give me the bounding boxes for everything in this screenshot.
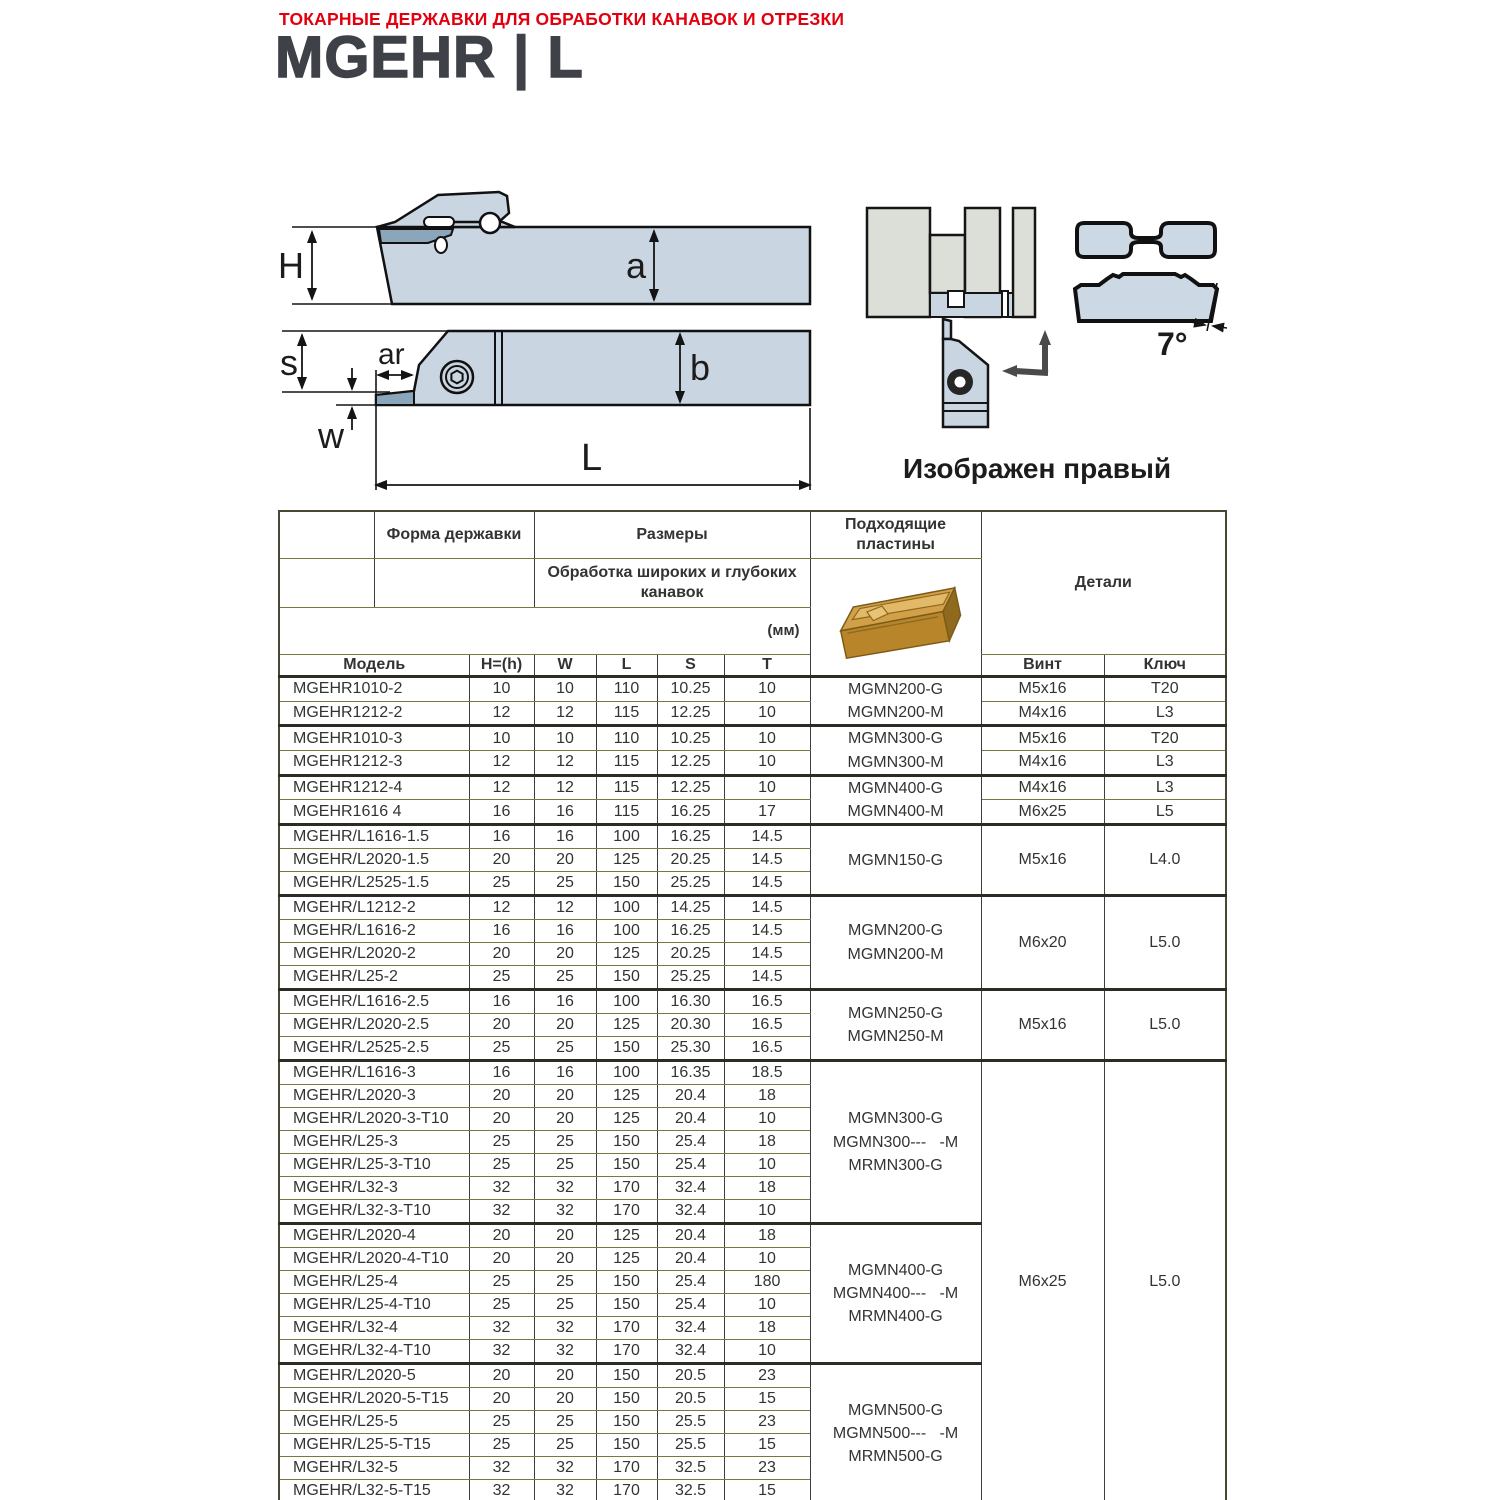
inserts-cell: MGMN400-G MGMN400--- -M MRMN400-G	[810, 1224, 981, 1364]
dim-cell: 20	[534, 1248, 596, 1271]
key-cell: L4.0	[1104, 825, 1226, 896]
dim-cell: 150	[596, 1364, 657, 1388]
dim-cell: 100	[596, 920, 657, 943]
dim-cell: 115	[596, 701, 657, 726]
dim-cell: 150	[596, 872, 657, 896]
dim-cell: 20	[534, 943, 596, 966]
dim-cell: 170	[596, 1480, 657, 1500]
col-header-screw: Винт	[981, 655, 1104, 677]
model-cell: MGEHR/L25-2	[279, 966, 469, 990]
dim-cell: 100	[596, 990, 657, 1014]
model-cell: MGEHR/L25-5	[279, 1411, 469, 1434]
screw-cell: M5x16	[981, 726, 1104, 751]
insert-photo	[817, 559, 975, 675]
dim-cell: 32	[469, 1177, 534, 1200]
model-cell: MGEHR/L2020-5-T15	[279, 1388, 469, 1411]
dim-cell: 10	[724, 677, 810, 702]
model-cell: MGEHR/L2525-2.5	[279, 1037, 469, 1061]
col-header-details: Детали	[981, 511, 1226, 655]
model-cell: MGEHR/L25-3-T10	[279, 1154, 469, 1177]
dim-cell: 16	[469, 800, 534, 825]
dim-cell: 170	[596, 1200, 657, 1224]
groove-section	[930, 293, 1013, 317]
dim-cell: 14.5	[724, 966, 810, 990]
dim-cell: 20.4	[657, 1224, 724, 1248]
dim-cell: 100	[596, 825, 657, 849]
dim-cell: 20.5	[657, 1388, 724, 1411]
dim-cell: 20.4	[657, 1108, 724, 1131]
dim-cell: 14.25	[657, 896, 724, 920]
inserts-cell: MGMN300-G MGMN300-M	[810, 726, 981, 775]
col-header-l: L	[596, 655, 657, 677]
pivot-hole	[480, 213, 500, 233]
inserts-cell: MGMN150-G	[810, 825, 981, 896]
dim-cell: 25.5	[657, 1434, 724, 1457]
key-cell: L3	[1104, 775, 1226, 800]
dim-cell: 10	[469, 726, 534, 751]
dim-cell: 32	[534, 1200, 596, 1224]
model-cell: MGEHR/L2020-2	[279, 943, 469, 966]
col-header-h: H=(h)	[469, 655, 534, 677]
dim-cell: 110	[596, 726, 657, 751]
model-cell: MGEHR1010-3	[279, 726, 469, 751]
screw-cell: M4x16	[981, 751, 1104, 776]
unit-label: (мм)	[279, 608, 810, 655]
dim-cell: 10	[469, 677, 534, 702]
model-cell: MGEHR/L2525-1.5	[279, 872, 469, 896]
dim-cell: 20	[469, 1108, 534, 1131]
dim-cell: 10	[724, 1340, 810, 1364]
dim-cell: 12.25	[657, 775, 724, 800]
model-cell: MGEHR/L32-3-T10	[279, 1200, 469, 1224]
dim-cell: 125	[596, 1224, 657, 1248]
dim-cell: 25	[469, 872, 534, 896]
dim-cell: 14.5	[724, 872, 810, 896]
page-title: MGEHR | L	[275, 25, 584, 90]
category-kicker: ТОКАРНЫЕ ДЕРЖАВКИ ДЛЯ ОБРАБОТКИ КАНАВОК И ОТРЕЗКИ	[279, 9, 845, 29]
inserts-cell: MGMN300-G MGMN300--- -M MRMN300-G	[810, 1061, 981, 1224]
model-cell: MGEHR/L2020-4	[279, 1224, 469, 1248]
model-cell: MGEHR1212-4	[279, 775, 469, 800]
screw-cell: M4x16	[981, 775, 1104, 800]
dim-cell: 25	[469, 966, 534, 990]
dim-cell: 25	[534, 1131, 596, 1154]
dim-cell: 25	[534, 1154, 596, 1177]
dim-cell: 32	[469, 1480, 534, 1500]
model-cell: MGEHR/L1616-2	[279, 920, 469, 943]
dim-cell: 17	[724, 800, 810, 825]
model-cell: MGEHR/L25-3	[279, 1131, 469, 1154]
dim-cell: 10	[724, 775, 810, 800]
dim-cell: 16	[534, 800, 596, 825]
dim-cell: 15	[724, 1388, 810, 1411]
inserts-cell: MGMN200-G MGMN200-M	[810, 677, 981, 726]
screw-cell: M6x25	[981, 1061, 1104, 1500]
dim-cell: 32	[534, 1340, 596, 1364]
dim-cell: 25	[469, 1154, 534, 1177]
dim-cell: 32	[469, 1340, 534, 1364]
screw-cell: M5x16	[981, 677, 1104, 702]
model-cell: MGEHR/L2020-3-T10	[279, 1108, 469, 1131]
dim-cell: 25	[469, 1411, 534, 1434]
model-cell: MGEHR/L1212-2	[279, 896, 469, 920]
model-cell: MGEHR/L1616-1.5	[279, 825, 469, 849]
model-cell: MGEHR/L2020-5	[279, 1364, 469, 1388]
dim-cell: 25	[534, 1434, 596, 1457]
dim-cell: 32	[469, 1457, 534, 1480]
dim-cell: 10.25	[657, 677, 724, 702]
dim-cell: 150	[596, 1037, 657, 1061]
dim-cell: 20	[534, 849, 596, 872]
dim-cell: 20.25	[657, 849, 724, 872]
header-spacer	[279, 511, 374, 559]
dim-cell: 20.30	[657, 1014, 724, 1037]
dim-cell: 20	[534, 1085, 596, 1108]
dim-cell: 20.5	[657, 1364, 724, 1388]
col-header-machining: Обработка широких и глубоких канавок	[534, 559, 810, 608]
dim-w-label: w	[318, 415, 344, 456]
screw-cell: M4x16	[981, 701, 1104, 726]
dim-cell: 20	[469, 1364, 534, 1388]
dim-cell: 15	[724, 1434, 810, 1457]
dim-cell: 180	[724, 1271, 810, 1294]
dim-cell: 32	[534, 1480, 596, 1500]
dim-cell: 25	[534, 1411, 596, 1434]
dim-cell: 25	[469, 1037, 534, 1061]
dim-a-label: a	[626, 245, 647, 286]
dim-cell: 150	[596, 1131, 657, 1154]
header-spacer	[279, 559, 374, 608]
mounting-diagram	[855, 175, 1245, 485]
model-cell: MGEHR/L32-3	[279, 1177, 469, 1200]
dim-cell: 150	[596, 966, 657, 990]
dim-cell: 18	[724, 1177, 810, 1200]
key-cell: L3	[1104, 751, 1226, 776]
dim-cell: 10	[724, 1154, 810, 1177]
col-header-sizes: Размеры	[534, 511, 810, 559]
model-cell: MGEHR/L1616-2.5	[279, 990, 469, 1014]
dim-cell: 25	[534, 1037, 596, 1061]
dim-cell: 32.4	[657, 1340, 724, 1364]
dim-cell: 16.5	[724, 990, 810, 1014]
dim-cell: 25	[469, 1131, 534, 1154]
dim-cell: 20	[469, 1248, 534, 1271]
screw-cell: M5x16	[981, 825, 1104, 896]
key-cell: L3	[1104, 701, 1226, 726]
dim-cell: 25.4	[657, 1294, 724, 1317]
dim-cell: 12	[534, 775, 596, 800]
coolant-hole	[435, 237, 447, 253]
dim-cell: 150	[596, 1434, 657, 1457]
model-cell: MGEHR/L2020-4-T10	[279, 1248, 469, 1271]
dim-cell: 18	[724, 1085, 810, 1108]
dim-cell: 12	[534, 751, 596, 776]
model-cell: MGEHR/L25-5-T15	[279, 1434, 469, 1457]
dim-cell: 23	[724, 1411, 810, 1434]
dim-cell: 16	[469, 825, 534, 849]
dim-cell: 12.25	[657, 751, 724, 776]
model-cell: MGEHR1212-2	[279, 701, 469, 726]
dim-cell: 14.5	[724, 896, 810, 920]
dim-cell: 20	[469, 849, 534, 872]
dim-cell: 16	[534, 1061, 596, 1085]
dim-cell: 16.35	[657, 1061, 724, 1085]
dim-cell: 16	[534, 990, 596, 1014]
dim-cell: 10	[724, 1200, 810, 1224]
dim-cell: 125	[596, 1108, 657, 1131]
col-header-w: W	[534, 655, 596, 677]
dim-cell: 170	[596, 1340, 657, 1364]
dim-ar-label: ar	[378, 338, 405, 371]
dim-cell: 150	[596, 1294, 657, 1317]
dim-cell: 25.4	[657, 1271, 724, 1294]
dim-cell: 25.25	[657, 966, 724, 990]
dim-cell: 23	[724, 1364, 810, 1388]
model-cell: MGEHR/L32-4-T10	[279, 1340, 469, 1364]
dim-cell: 110	[596, 677, 657, 702]
dim-cell: 18	[724, 1224, 810, 1248]
clamp-slot	[424, 217, 454, 227]
model-cell: MGEHR/L2020-1.5	[279, 849, 469, 872]
dim-cell: 14.5	[724, 825, 810, 849]
dim-cell: 16.25	[657, 800, 724, 825]
dim-cell: 18	[724, 1131, 810, 1154]
dim-cell: 12	[534, 896, 596, 920]
dim-cell: 170	[596, 1177, 657, 1200]
dim-cell: 170	[596, 1457, 657, 1480]
spec-table	[278, 510, 1227, 1500]
dim-cell: 16.5	[724, 1037, 810, 1061]
dim-cell: 12	[469, 775, 534, 800]
dim-cell: 32	[469, 1200, 534, 1224]
dim-cell: 16.25	[657, 920, 724, 943]
key-cell: T20	[1104, 677, 1226, 702]
holder-drawing-side-views	[278, 168, 823, 503]
dim-cell: 20	[469, 1224, 534, 1248]
dim-cell: 10	[724, 1248, 810, 1271]
dim-cell: 10.25	[657, 726, 724, 751]
dim-cell: 10	[724, 701, 810, 726]
workpiece	[867, 208, 1035, 317]
dim-cell: 14.5	[724, 943, 810, 966]
dim-cell: 100	[596, 1061, 657, 1085]
grooving-tool	[943, 319, 988, 427]
dim-cell: 32	[534, 1457, 596, 1480]
dim-cell: 20.25	[657, 943, 724, 966]
col-header-s: S	[657, 655, 724, 677]
dim-cell: 14.5	[724, 920, 810, 943]
dim-cell: 20	[534, 1108, 596, 1131]
insert-top-view	[1077, 223, 1215, 257]
insert-side-view	[1075, 274, 1217, 321]
dim-cell: 10	[534, 726, 596, 751]
dim-cell: 115	[596, 800, 657, 825]
dim-cell: 12.25	[657, 701, 724, 726]
dim-cell: 25	[534, 1294, 596, 1317]
model-cell: MGEHR/L1616-3	[279, 1061, 469, 1085]
dim-cell: 12	[469, 751, 534, 776]
holder-body-front-view	[376, 331, 810, 405]
dim-s-label: s	[280, 342, 298, 383]
inserts-cell: MGMN250-G MGMN250-M	[810, 990, 981, 1061]
dim-cell: 20	[469, 1388, 534, 1411]
angle-label: 7°	[1157, 326, 1188, 362]
header-spacer	[374, 559, 534, 608]
dim-cell: 16	[534, 825, 596, 849]
dim-cell: 32.4	[657, 1317, 724, 1340]
dim-cell: 25	[534, 872, 596, 896]
dim-cell: 10	[724, 726, 810, 751]
dim-h-label: H	[278, 245, 304, 286]
dim-cell: 12	[469, 701, 534, 726]
model-cell: MGEHR/L32-5-T15	[279, 1480, 469, 1500]
hex-screw	[441, 361, 473, 393]
dim-cell: 25.30	[657, 1037, 724, 1061]
dim-cell: 115	[596, 775, 657, 800]
dim-cell: 20	[534, 1014, 596, 1037]
insert-tip	[376, 391, 414, 405]
model-cell: MGEHR/L25-4-T10	[279, 1294, 469, 1317]
key-cell: L5.0	[1104, 896, 1226, 990]
model-cell: MGEHR1212-3	[279, 751, 469, 776]
dim-cell: 20.4	[657, 1085, 724, 1108]
dim-cell: 16	[534, 920, 596, 943]
col-header-key: Ключ	[1104, 655, 1226, 677]
dim-cell: 25	[534, 1271, 596, 1294]
dim-cell: 32.5	[657, 1480, 724, 1500]
dim-cell: 150	[596, 1388, 657, 1411]
key-cell: L5.0	[1104, 1061, 1226, 1500]
dim-cell: 20	[469, 943, 534, 966]
col-header-shape: Форма державки	[374, 511, 534, 559]
model-cell: MGEHR/L25-4	[279, 1271, 469, 1294]
dim-cell: 25.4	[657, 1154, 724, 1177]
model-cell: MGEHR/L2020-3	[279, 1085, 469, 1108]
model-cell: MGEHR/L32-5	[279, 1457, 469, 1480]
model-cell: MGEHR/L32-4	[279, 1317, 469, 1340]
dim-cell: 25	[469, 1294, 534, 1317]
dim-cell: 20	[534, 1364, 596, 1388]
dim-cell: 125	[596, 1248, 657, 1271]
model-cell: MGEHR1616 4	[279, 800, 469, 825]
dim-cell: 150	[596, 1411, 657, 1434]
dim-cell: 20	[469, 1085, 534, 1108]
dim-cell: 150	[596, 1271, 657, 1294]
dim-cell: 125	[596, 1085, 657, 1108]
key-cell: L5.0	[1104, 990, 1226, 1061]
key-cell: L5	[1104, 800, 1226, 825]
dim-cell: 12	[469, 896, 534, 920]
dim-cell: 18.5	[724, 1061, 810, 1085]
screw-cell: M6x20	[981, 896, 1104, 990]
dim-cell: 16	[469, 920, 534, 943]
dim-cell: 10	[724, 751, 810, 776]
dim-cell: 25	[534, 966, 596, 990]
dim-cell: 25.5	[657, 1411, 724, 1434]
dim-cell: 20	[469, 1014, 534, 1037]
dim-cell: 15	[724, 1480, 810, 1500]
screw-cell: M5x16	[981, 990, 1104, 1061]
diagram-caption: Изображен правый	[903, 453, 1172, 484]
dim-cell: 16.25	[657, 825, 724, 849]
dim-cell: 32	[469, 1317, 534, 1340]
col-header-inserts: Подходящие пластины	[810, 511, 981, 559]
dim-cell: 100	[596, 896, 657, 920]
dim-cell: 20	[534, 1388, 596, 1411]
dim-cell: 20	[534, 1224, 596, 1248]
dim-cell: 16.5	[724, 1014, 810, 1037]
dim-cell: 10	[724, 1294, 810, 1317]
model-cell: MGEHR1010-2	[279, 677, 469, 702]
screw-cell: M6x25	[981, 800, 1104, 825]
dim-cell: 20.4	[657, 1248, 724, 1271]
col-header-t: T	[724, 655, 810, 677]
inserts-cell: MGMN400-G MGMN400-M	[810, 775, 981, 824]
dim-cell: 10	[724, 1108, 810, 1131]
dim-cell: 125	[596, 943, 657, 966]
dim-cell: 25	[469, 1434, 534, 1457]
dim-cell: 32	[534, 1317, 596, 1340]
dim-cell: 32.4	[657, 1177, 724, 1200]
dim-cell: 14.5	[724, 849, 810, 872]
dim-cell: 32	[534, 1177, 596, 1200]
dim-cell: 16	[469, 990, 534, 1014]
dim-cell: 125	[596, 1014, 657, 1037]
key-cell: T20	[1104, 726, 1226, 751]
dim-l-label: L	[581, 437, 603, 479]
dim-cell: 16.30	[657, 990, 724, 1014]
dim-cell: 10	[534, 677, 596, 702]
inserts-cell: MGMN500-G MGMN500--- -M MRMN500-G	[810, 1364, 981, 1500]
dim-cell: 150	[596, 1154, 657, 1177]
dim-cell: 25	[469, 1271, 534, 1294]
feed-direction-arrows	[1002, 330, 1051, 377]
col-header-model: Модель	[279, 655, 469, 677]
dim-b-label: b	[690, 347, 711, 388]
inserts-cell: MGMN200-G MGMN200-M	[810, 896, 981, 990]
insert-photo-cell	[810, 559, 981, 677]
dim-cell: 25.25	[657, 872, 724, 896]
model-cell: MGEHR/L2020-2.5	[279, 1014, 469, 1037]
dim-cell: 32.4	[657, 1200, 724, 1224]
dim-cell: 32.5	[657, 1457, 724, 1480]
dim-cell: 23	[724, 1457, 810, 1480]
dim-cell: 12	[534, 701, 596, 726]
dim-cell: 25.4	[657, 1131, 724, 1154]
dim-cell: 125	[596, 849, 657, 872]
dim-cell: 16	[469, 1061, 534, 1085]
dim-cell: 115	[596, 751, 657, 776]
dim-cell: 170	[596, 1317, 657, 1340]
dim-cell: 18	[724, 1317, 810, 1340]
